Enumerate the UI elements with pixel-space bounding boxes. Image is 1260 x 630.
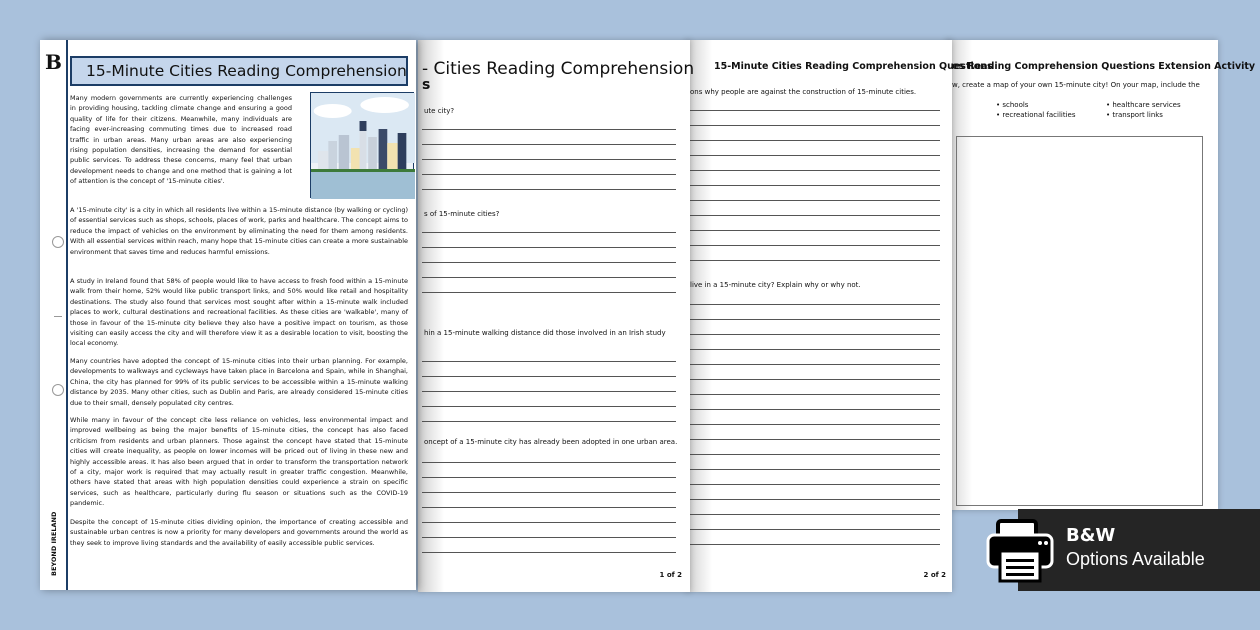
answer-line: [422, 522, 676, 523]
answer-line: [690, 125, 940, 126]
answer-line: [690, 170, 940, 171]
answer-line: [690, 499, 940, 500]
body-paragraph: A study in Ireland found that 58% of people would like to have access to fresh food within a 15-minute walk from their home, 52% would like public transport links, and 50% would like retail and hospitality destinations. The study also found that services most sought after within a 15-minute walk included places to work, cultural destinations and recreational facilities. As these cities are 'walkable', many of those in favour of the 15-minute city believe they also have a positive impact on tourism, as those visiting can easily access the city and will therefore view it as a desirable location to visit, boosting the local economy.: [70, 277, 408, 348]
brand-name: BEYOND IRELAND: [50, 511, 58, 576]
instruction: w, create a map of your own 15-minute city! On your map, include the: [952, 81, 1200, 89]
page-number: 1 of 2: [659, 571, 682, 579]
answer-line: [690, 110, 940, 111]
answer-line: [422, 144, 676, 145]
page-title: 15-Minute Cities Reading Comprehension Questions: [714, 61, 993, 72]
answer-line: [422, 232, 676, 233]
answer-line: [422, 174, 676, 175]
worksheet-page-extension: [946, 40, 1256, 510]
answer-line: [422, 492, 676, 493]
answer-line: [422, 292, 676, 293]
badge-title: B&W: [1066, 525, 1116, 546]
body-paragraph: Many countries have adopted the concept of 15-minute cities into their urban planning. For example, developments to walkways and cycleways have taken place in Barcelona and Spain, while in Shanghai, China, the city has planned for 99% of its public services to be accessible within a 15-minute walking distance by 2035. Many other cities, such as Dublin and Paris, are already considered 15-minute cities due to their small, densely populated city centres.: [70, 357, 408, 407]
answer-line: [690, 140, 940, 141]
page-title: es Reading Comprehension Questions Extension Activity: [952, 61, 1256, 72]
answer-line: [690, 319, 940, 320]
answer-line: [690, 215, 940, 216]
answer-line: [690, 424, 940, 425]
worksheet-page-questions-2: [686, 40, 993, 592]
answer-line: [422, 129, 676, 130]
map-drawing-box: [956, 136, 1203, 506]
answer-line: [690, 185, 940, 186]
question: s of 15-minute cities?: [424, 210, 500, 218]
answer-line: [690, 394, 940, 395]
city-skyline-image: [310, 92, 414, 198]
answer-line: [422, 552, 676, 553]
page-number: 2 of 2: [923, 571, 946, 579]
answer-line: [422, 537, 676, 538]
bullet-item: • healthcare services: [1106, 101, 1181, 109]
question: live in a 15-minute city? Explain why or why not.: [690, 281, 861, 289]
bullet-item: • transport links: [1106, 111, 1163, 119]
answer-line: [690, 469, 940, 470]
answer-line: [690, 529, 940, 530]
bullet-item: • schools: [996, 101, 1029, 109]
question: ons why people are against the construction of 15-minute cities.: [690, 88, 917, 96]
answer-line: [690, 155, 940, 156]
answer-line: [422, 361, 676, 362]
answer-line: [422, 376, 676, 377]
badge-subtitle: Options Available: [1066, 549, 1205, 569]
answer-line: [422, 462, 676, 463]
answer-line: [422, 477, 676, 478]
answer-line: [422, 247, 676, 248]
page-margin-strip: [40, 40, 68, 590]
answer-line: [690, 409, 940, 410]
answer-line: [690, 454, 940, 455]
printer-icon: [984, 517, 1058, 585]
body-paragraph: Despite the concept of 15-minute cities dividing opinion, the importance of creating accessible and sustainable urban centres is now a priority for many developers and governments around the world as they seek to improve living standards and the availability of easily accessible public services.: [70, 518, 408, 547]
answer-line: [690, 334, 940, 335]
answer-line: [422, 159, 676, 160]
answer-line: [422, 277, 676, 278]
punch-hole-icon: [52, 236, 64, 248]
answer-line: [690, 230, 940, 231]
question: hin a 15-minute walking distance did those involved in an Irish study: [424, 329, 666, 337]
body-paragraph: While many in favour of the concept cite less reliance on vehicles, less environmental impact and improved wellbeing as being the major benefits of 15-minute cities, the concept has also faced criticism from residents and urban planners. Those against the concept have stated that 15-minute cities will create inequality, as people on lower incomes will be priced out of living in these new and highly accessible areas. It has also been argued that in order to transform the transportation network of a city, major work is required that may actually result in greater traffic congestion. Meanwhile, others have stated that areas with high population densities could experience a strain on specific services, such as healthcare, particularly during flu season or situations such as the COVID-19 pandemic.: [70, 416, 408, 508]
worksheet-page-questions-1: [418, 40, 695, 592]
answer-line: [422, 507, 676, 508]
intro-paragraph: Many modern governments are currently experiencing challenges in providing housing, tackling climate change and ensuring a good quality of life for their citizens. Meanwhile, many individuals are facing ever-increasing commuting times due to increased road traffic in urban areas. Many urban areas are also experiencing rising population densities, increasing the demand for essential public services. To address these concerns, many feel that urban development needs to change and one method that is gaining a lot of attention is the concept of '15-minute cities'.: [70, 94, 292, 186]
body-paragraph: A '15-minute city' is a city in which all residents live within a 15-minute distance (by walking or cycling) of essential services such as shops, schools, places of work, parks and healthcare. The concept aims to reduce the impact of vehicles on the environment by eliminating the need for them among residents. With all essential services within reach, many hope that 15-minute cities can create a more sustainable environment that saves time and reduces harmful emissions.: [70, 206, 408, 256]
answer-line: [422, 421, 676, 422]
worksheet-page-reading: [40, 40, 416, 590]
answer-line: [422, 391, 676, 392]
answer-line: [422, 189, 676, 190]
answer-line: [690, 304, 940, 305]
answer-line: [690, 484, 940, 485]
bullet-item: • recreational facilities: [996, 111, 1076, 119]
answer-line: [422, 262, 676, 263]
brand-logo: B: [45, 50, 62, 74]
answer-line: [690, 544, 940, 545]
answer-line: [690, 200, 940, 201]
answer-line: [690, 349, 940, 350]
fold-mark: [54, 316, 62, 317]
answer-line: [690, 364, 940, 365]
answer-line: [690, 439, 940, 440]
answer-line: [690, 245, 940, 246]
answer-line: [690, 514, 940, 515]
question: ute city?: [424, 107, 455, 115]
answer-line: [690, 379, 940, 380]
answer-line: [422, 406, 676, 407]
page-title: - Cities Reading Comprehension: [422, 59, 695, 79]
page-title-continued: s: [422, 77, 431, 93]
bullet-list: [996, 101, 1216, 119]
page-title: 15-Minute Cities Reading Comprehension: [70, 56, 408, 86]
bw-options-badge: [1018, 509, 1260, 591]
punch-hole-icon: [52, 384, 64, 396]
question: oncept of a 15-minute city has already been adopted in one urban area.: [424, 438, 678, 446]
answer-line: [690, 260, 940, 261]
